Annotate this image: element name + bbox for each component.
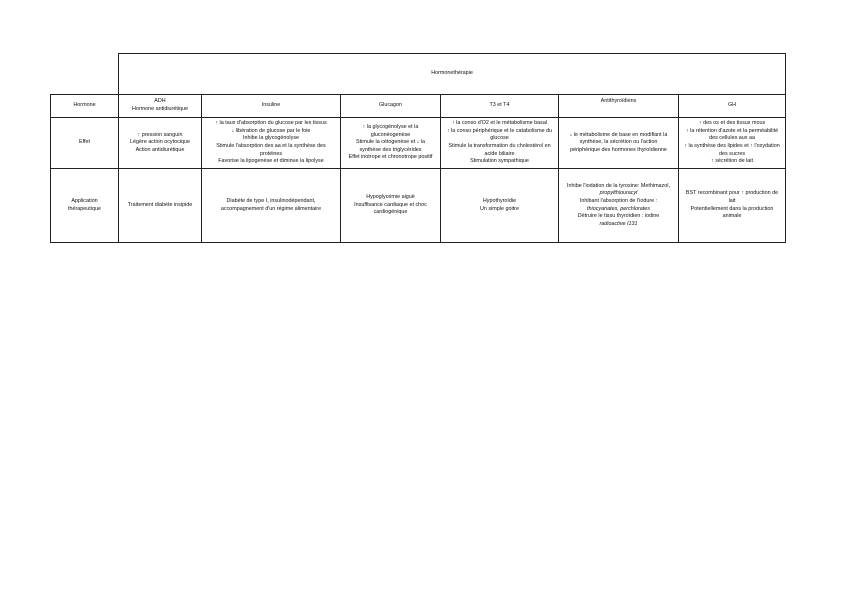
column-header-adh[interactable] bbox=[119, 95, 202, 118]
cell-line: propylthiouracyl bbox=[599, 190, 638, 197]
column-header-t3-t4[interactable] bbox=[441, 95, 559, 118]
blank-corner-cell bbox=[51, 54, 119, 95]
header-gh-line: GH bbox=[727, 102, 737, 109]
cell-effet-insuline[interactable] bbox=[202, 118, 341, 169]
hormone-table bbox=[50, 53, 786, 243]
table-title-cell[interactable] bbox=[119, 54, 786, 95]
cell-line: synthèse des triglycérides bbox=[359, 146, 422, 153]
header-insuline-line: Insuline bbox=[261, 102, 281, 109]
cell-line: cardiogénique bbox=[373, 209, 408, 216]
cell-line: ↑ la rétention d'azote et la perméabilité bbox=[685, 127, 779, 134]
cell-line: des cellules aux aa bbox=[709, 135, 755, 142]
header-t3-t4-line: T3 et T4 bbox=[489, 102, 510, 109]
cell-line: des sucres bbox=[718, 150, 746, 157]
cell-line: lait bbox=[728, 197, 736, 204]
cell-line: Traitement diabète insipide bbox=[127, 201, 193, 208]
cell-line: ↑ la glycogénolyse et la bbox=[362, 124, 419, 131]
cell-line: thiocyanates, perchlorates bbox=[587, 205, 650, 212]
cell-line: Effet inotrope et chronotrope positif bbox=[348, 154, 433, 161]
cell-line: gluconéogenèse bbox=[370, 131, 411, 138]
cell-line: ↑ la conso d'O2 et le métabolisme basal bbox=[451, 120, 548, 127]
cell-line: Stimule la transformation du cholestérol en bbox=[448, 143, 551, 149]
cell-effet-antithyroidiens[interactable] bbox=[559, 118, 679, 169]
cell-line: animale bbox=[722, 213, 742, 220]
cell-line: accompagnement d'un régime alimentaire bbox=[220, 205, 322, 212]
header-adh-line: ADH bbox=[154, 98, 166, 105]
cell-line: Un simple goitre bbox=[480, 205, 519, 212]
cell-line: Légère action ocytocique bbox=[130, 139, 190, 146]
cell-line: Détruire le tissu thyroïdien : iodine bbox=[577, 213, 660, 220]
cell-line: Hypoglycémie aiguë bbox=[366, 194, 415, 201]
cell-line: Stimule l'absorption des aa et la synthèse des bbox=[216, 143, 326, 149]
cell-effet-glucagon[interactable] bbox=[341, 118, 441, 169]
row-label-application[interactable] bbox=[51, 169, 119, 243]
row-label-effet-text: Effet bbox=[79, 139, 90, 146]
row-label-effet[interactable] bbox=[51, 118, 119, 169]
cell-line: Favorise la lipogenèse et diminue la lipolyse bbox=[218, 158, 324, 165]
cell-line: acide biliaire bbox=[484, 150, 515, 157]
cell-line: ↓ libération de glucose par le foie bbox=[231, 127, 311, 134]
cell-line: Stimule la cétogenèse et ↓ la bbox=[356, 139, 425, 146]
cell-line: Inhibant l'absorption de l'iodure : bbox=[579, 197, 658, 204]
column-header-glucagon[interactable] bbox=[341, 95, 441, 118]
row-label-hormone-text: Hormone bbox=[73, 102, 96, 109]
cell-line: radioactive I131 bbox=[599, 220, 638, 227]
cell-line: ↑ la taux d'absorption du glucose par les tissus bbox=[215, 120, 327, 127]
cell-line: ↑ pression sanguin bbox=[137, 131, 183, 138]
cell-line: Inhibe la glycogénolyse bbox=[242, 135, 300, 142]
cell-application-antithyroidiens[interactable] bbox=[559, 169, 679, 243]
cell-line: ↑ sécrétion de lait bbox=[711, 158, 753, 165]
row-label-application-line: Application bbox=[71, 197, 98, 204]
column-header-antithyroidiens[interactable] bbox=[559, 95, 679, 118]
cell-line: Inhibe l'iodation de la tyrosine: Methimazol, bbox=[567, 182, 670, 189]
cell-application-gh[interactable] bbox=[679, 169, 786, 243]
cell-application-glucagon[interactable] bbox=[341, 169, 441, 243]
cell-effet-gh[interactable] bbox=[679, 118, 786, 169]
row-label-application-line: thérapeutique bbox=[68, 205, 101, 212]
cell-effet-t3-t4[interactable] bbox=[441, 118, 559, 169]
cell-line: glucose bbox=[490, 135, 509, 142]
cell-line: ↓ le métabolisme de base en modifiant la bbox=[569, 131, 668, 138]
cell-application-t3-t4[interactable] bbox=[441, 169, 559, 243]
cell-line: BST recombinant pour ↑ production de bbox=[685, 190, 779, 197]
cell-line: Stimulation sympathique bbox=[470, 158, 529, 165]
cell-line: ↑ des os et des tissus mous bbox=[698, 120, 766, 127]
cell-line: Hypothyroïdie bbox=[482, 197, 517, 204]
cell-line: Potentiellement dans la production bbox=[690, 205, 774, 212]
column-header-gh[interactable] bbox=[679, 95, 786, 118]
cell-effet-adh[interactable] bbox=[119, 118, 202, 169]
cell-line: Action antidiurétique bbox=[135, 146, 185, 153]
cell-application-adh[interactable] bbox=[119, 169, 202, 243]
cell-line: synthèse, la sécrétion ou l'action bbox=[579, 139, 658, 146]
header-adh-subline: Hormone antidiurétique bbox=[131, 106, 189, 112]
header-antithyroidiens-line: Antithyroïdiens bbox=[600, 98, 637, 104]
row-label-hormone[interactable] bbox=[51, 95, 119, 118]
column-header-insuline[interactable] bbox=[202, 95, 341, 118]
cell-application-insuline[interactable] bbox=[202, 169, 341, 243]
cell-line: protéines bbox=[259, 150, 283, 157]
cell-line: Diabète de type I, insulinodépendant, bbox=[226, 197, 316, 204]
table-title: Hormonethérapie bbox=[431, 70, 473, 77]
header-glucagon-line: Glucagon bbox=[378, 102, 403, 109]
cell-line: ↑ la conso périphérique et le catabolisme du bbox=[446, 127, 553, 134]
cell-line: périphérique des hormones thyroïdienne bbox=[570, 146, 667, 153]
cell-line: ↑ la synthèse des lipides et ↑ l'oxydation bbox=[684, 143, 780, 149]
cell-line: Insuffisance cardiaque et choc bbox=[354, 201, 427, 208]
